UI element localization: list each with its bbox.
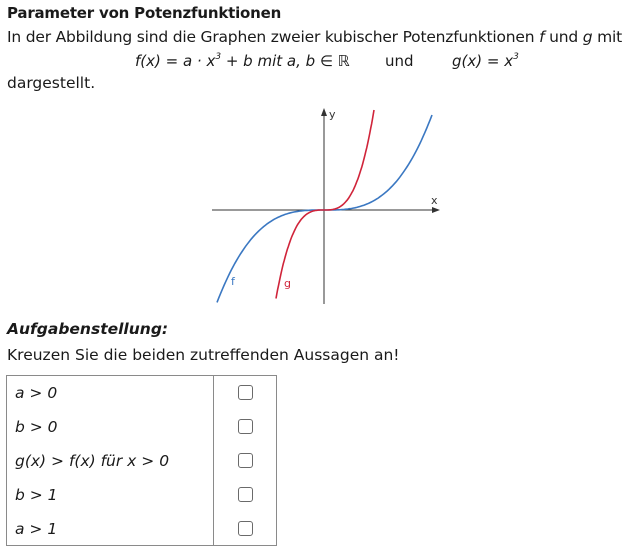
x-axis-label: x [431,194,438,207]
answer-row [7,410,278,444]
answer-statement: b > 0 [15,418,58,436]
intro-text-end: dargestellt. [7,74,96,92]
function-graph [200,100,445,310]
x-axis-arrow [432,207,440,213]
answer-row [7,512,278,546]
answer-statement: a > 1 [15,520,58,538]
answer-checkbox[interactable] [238,385,253,400]
graph-label-g: g [284,277,291,290]
answer-checkbox[interactable] [238,521,253,536]
conjunction: und [385,52,414,70]
graph-label-f: f [231,275,235,288]
answer-checkbox[interactable] [238,487,253,502]
answer-statement: a > 0 [15,384,58,402]
answer-statement: g(x) > f(x) für x > 0 [15,452,170,470]
answer-row [7,444,278,478]
answer-row [7,376,278,410]
answer-row [7,478,278,512]
answer-checkbox[interactable] [238,419,253,434]
task-heading: Aufgabenstellung: [7,320,169,338]
y-axis-label: y [329,108,336,121]
graph-f-curve [276,110,374,299]
f-definition: $f(x) = a \cdot x^3 + b$ mit a, b ∈ ℝ [135,52,350,70]
g-definition: $g(x) = x^3$ [452,52,519,70]
answer-statement: b > 1 [15,486,58,504]
y-axis-arrow [321,108,327,116]
intro-text: In der Abbildung sind die Graphen zweier kubischer Potenzfunktionen f und g mit [7,28,622,46]
answer-checkbox[interactable] [238,453,253,468]
exercise-title: Parameter von Potenzfunktionen [7,4,282,22]
answer-table [6,375,277,546]
task-instruction: Kreuzen Sie die beiden zutreffenden Aussagen an! [7,346,400,364]
